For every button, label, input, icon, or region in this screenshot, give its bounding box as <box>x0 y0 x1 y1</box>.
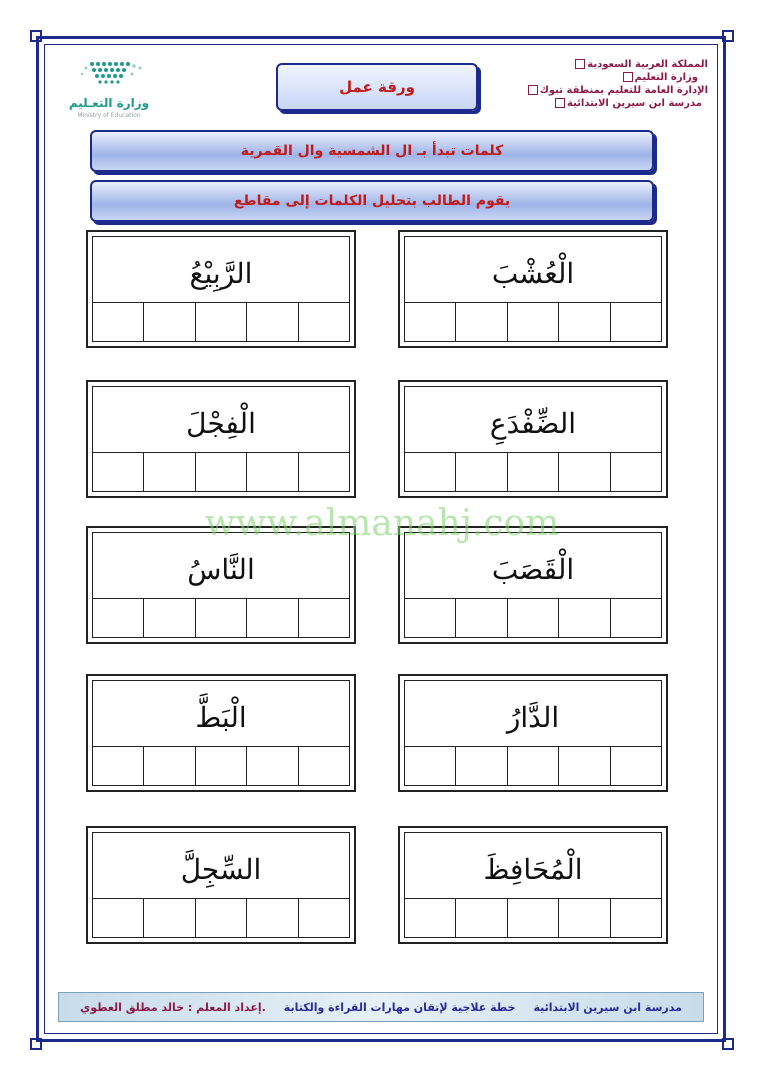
syllable-cell[interactable] <box>507 303 558 341</box>
word-card <box>398 230 668 348</box>
syllable-cell[interactable] <box>246 747 297 785</box>
syllable-cell[interactable] <box>143 747 194 785</box>
card-word: الْمُحَافِظَ <box>483 853 583 886</box>
topic-banner: كلمات تبدأ بـ ال الشمسية وال القمرية <box>90 130 654 172</box>
syllable-cell[interactable] <box>405 303 455 341</box>
syllable-cell[interactable] <box>93 303 143 341</box>
syllable-cell[interactable] <box>195 747 246 785</box>
syllable-cell[interactable] <box>558 599 609 637</box>
syllable-cells <box>405 302 661 341</box>
word-card <box>86 230 356 348</box>
syllable-cell[interactable] <box>610 899 661 937</box>
instruction-banner: يقوم الطالب بتحليل الكلمات إلى مقاطع <box>90 180 654 222</box>
syllable-cell[interactable] <box>298 303 349 341</box>
syllable-cell[interactable] <box>455 899 506 937</box>
syllable-cell[interactable] <box>246 899 297 937</box>
syllable-cell[interactable] <box>455 453 506 491</box>
card-word: الدَّارُ <box>506 701 560 734</box>
card-word: الْبَطَّ <box>195 701 247 734</box>
syllable-cell[interactable] <box>298 747 349 785</box>
syllable-cell[interactable] <box>143 453 194 491</box>
syllable-cells <box>93 898 349 937</box>
syllable-cell[interactable] <box>143 599 194 637</box>
frame-corner <box>722 1038 734 1050</box>
syllable-cell[interactable] <box>195 899 246 937</box>
syllable-cell[interactable] <box>558 303 609 341</box>
syllable-cells <box>405 898 661 937</box>
syllable-cell[interactable] <box>93 453 143 491</box>
header-line-country: المملكة العربية السعودية <box>528 58 708 71</box>
syllable-cell[interactable] <box>610 303 661 341</box>
syllable-cell[interactable] <box>298 599 349 637</box>
syllable-cell[interactable] <box>507 899 558 937</box>
syllable-cell[interactable] <box>507 747 558 785</box>
logo-english-text: Ministry of Education <box>77 112 141 119</box>
syllable-cell[interactable] <box>298 899 349 937</box>
syllable-cell[interactable] <box>143 899 194 937</box>
syllable-cell[interactable] <box>405 599 455 637</box>
syllable-cell[interactable] <box>298 453 349 491</box>
card-word: السِّجِلَّ <box>180 853 262 886</box>
syllable-cell[interactable] <box>455 303 506 341</box>
syllable-cell[interactable] <box>405 747 455 785</box>
syllable-cell[interactable] <box>610 599 661 637</box>
syllable-cells <box>93 452 349 491</box>
footer-prepared-by: .إعداد المعلم : خالد مطلق العطوي <box>80 1000 266 1014</box>
syllable-cell[interactable] <box>558 453 609 491</box>
syllable-cell[interactable] <box>246 599 297 637</box>
syllable-cell[interactable] <box>455 747 506 785</box>
card-word: الضِّفْدَعِ <box>489 407 577 440</box>
card-word: النَّاسُ <box>187 553 255 586</box>
footer-bar <box>58 992 704 1022</box>
syllable-cell[interactable] <box>195 303 246 341</box>
syllable-cell[interactable] <box>610 747 661 785</box>
word-card <box>86 826 356 944</box>
syllable-cell[interactable] <box>195 453 246 491</box>
header-line-school: مدرسة ابن سيرين الابتدائية <box>528 97 708 110</box>
syllable-cells <box>93 302 349 341</box>
syllable-cells <box>405 598 661 637</box>
card-word: الْفِجْلَ <box>186 407 256 440</box>
card-word: الرَّبِيْعُ <box>189 257 253 290</box>
syllable-cell[interactable] <box>246 303 297 341</box>
card-word: الْقَصَبَ <box>491 553 575 586</box>
syllable-cells <box>405 746 661 785</box>
frame-corner <box>30 30 42 42</box>
word-card <box>398 674 668 792</box>
worksheet-title: ورقة عمل <box>276 63 478 111</box>
syllable-cell[interactable] <box>558 747 609 785</box>
syllable-cell[interactable] <box>143 303 194 341</box>
footer-school: مدرسة ابن سيرين الابتدائية <box>533 1000 682 1014</box>
syllable-cell[interactable] <box>405 899 455 937</box>
syllable-cell[interactable] <box>507 453 558 491</box>
frame-corner <box>30 1038 42 1050</box>
frame-corner <box>722 30 734 42</box>
syllable-cell[interactable] <box>93 747 143 785</box>
word-card <box>398 380 668 498</box>
syllable-cell[interactable] <box>246 453 297 491</box>
ministry-logo-icon <box>54 56 164 120</box>
word-card <box>86 674 356 792</box>
school-header <box>528 58 708 110</box>
footer-plan: خطة علاجية لإتقان مهارات القراءة والكتابة <box>283 1000 516 1014</box>
syllable-cells <box>405 452 661 491</box>
syllable-cell[interactable] <box>93 599 143 637</box>
header-line-ministry: وزارة التعليم <box>528 71 708 84</box>
syllable-cell[interactable] <box>195 599 246 637</box>
watermark: www.almanahj.com <box>204 503 560 544</box>
syllable-cells <box>93 746 349 785</box>
word-card <box>398 826 668 944</box>
syllable-cells <box>93 598 349 637</box>
syllable-cell[interactable] <box>405 453 455 491</box>
syllable-cell[interactable] <box>610 453 661 491</box>
syllable-cell[interactable] <box>507 599 558 637</box>
logo-arabic-text: وزارة التعـليم <box>68 96 150 110</box>
syllable-cell[interactable] <box>455 599 506 637</box>
header-line-directorate: الإدارة العامة للتعليم بمنطقة تبوك <box>528 84 708 97</box>
syllable-cell[interactable] <box>93 899 143 937</box>
word-card <box>86 380 356 498</box>
card-word: الْعُشْبَ <box>491 257 575 290</box>
syllable-cell[interactable] <box>558 899 609 937</box>
